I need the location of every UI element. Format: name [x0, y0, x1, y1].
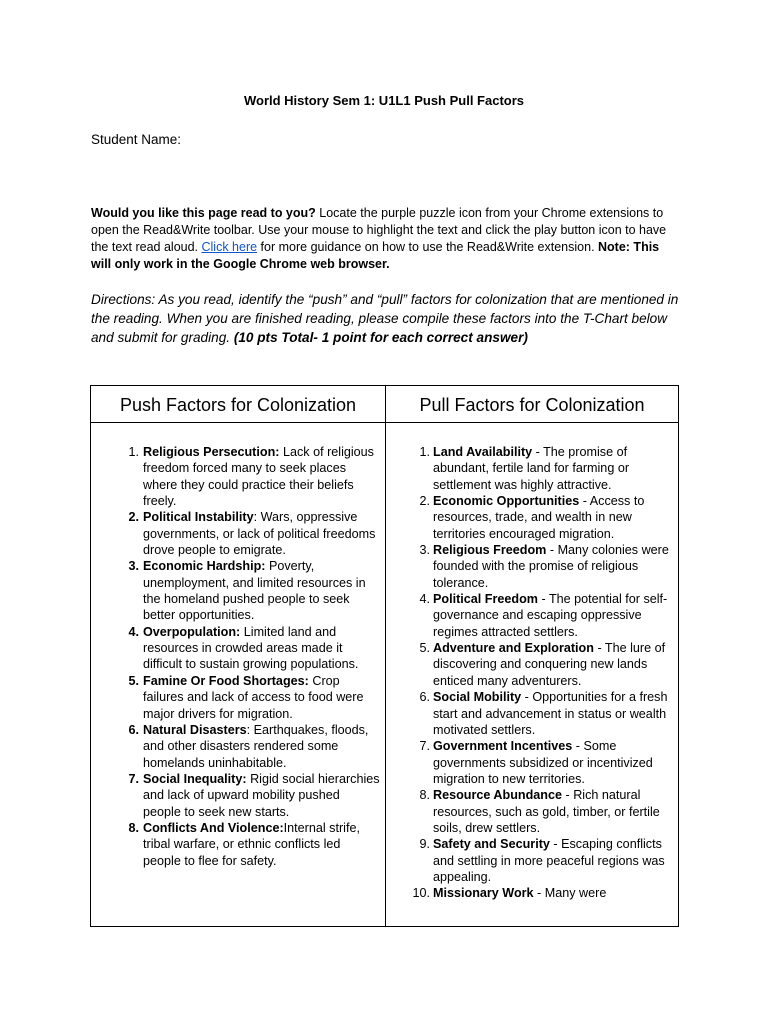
pull-factors-list — [409, 444, 671, 902]
factor-term: Political Freedom — [433, 592, 538, 607]
directions-paragraph — [91, 290, 686, 347]
factor-description: - Some governments subsidized or incentivized migration to new territories. — [433, 739, 653, 786]
pull-factors-header: Pull Factors for Colonization — [419, 395, 645, 415]
factor-term: Economic Hardship: — [143, 559, 266, 574]
factor-description: : Wars, oppressive governments, or lack of political freedoms drove people to emigrate. — [143, 510, 376, 558]
factor-term: Missionary Work — [433, 886, 534, 901]
list-number: 1. — [128, 445, 139, 459]
list-item — [409, 689, 671, 738]
list-item — [409, 493, 671, 542]
list-number: 2. — [419, 494, 430, 509]
push-factors-list — [119, 444, 381, 869]
list-number: 8. — [419, 788, 430, 803]
factor-description: - Escaping conflicts and settling in more peaceful regions was appealing. — [433, 837, 665, 884]
factor-description: Rigid social hierarchies and lack of upward mobility pushed people to seek new starts. — [143, 771, 380, 819]
page-title: World History Sem 1: U1L1 Push Pull Factors — [243, 93, 525, 108]
factor-term: Natural Disasters — [143, 722, 247, 737]
factor-description: - The promise of abundant, fertile land for farming or settlement was highly attractive. — [433, 445, 630, 492]
student-name-label: Student Name: — [91, 132, 182, 147]
list-item — [119, 624, 381, 673]
read-aloud-text: Locate the purple puzzle icon from your Chrome extensions to open the Read&Write toolbar. Use your mouse to highlight the text and click the play button icon to have the text read aloud. — [91, 206, 667, 254]
list-item — [119, 558, 381, 623]
list-number: 5. — [419, 641, 430, 656]
list-item — [409, 591, 671, 640]
list-item — [409, 836, 671, 885]
read-aloud-paragraph — [91, 205, 681, 273]
factor-description: Lack of religious freedom forced many to seek places where they could practice their beliefs freely. — [143, 445, 374, 509]
list-item — [409, 444, 671, 493]
list-number: 3. — [128, 559, 139, 574]
list-item — [409, 738, 671, 787]
list-number: 1. — [419, 445, 430, 459]
list-item — [119, 722, 381, 771]
factor-term: Resource Abundance — [433, 788, 562, 803]
factor-term: Social Inequality: — [143, 771, 247, 786]
list-number: 10. — [412, 886, 430, 901]
list-number: 6. — [419, 690, 430, 705]
list-number: 4. — [128, 624, 139, 639]
list-number: 7. — [419, 739, 430, 754]
list-number: 2. — [128, 510, 139, 525]
list-item — [119, 673, 381, 722]
factor-term: Land Availability — [433, 445, 533, 459]
factor-term: Government Incentives — [433, 739, 573, 754]
push-factors-column — [119, 444, 381, 869]
list-number: 6. — [128, 722, 139, 737]
factor-term: Religious Freedom — [433, 543, 547, 558]
factor-description: - Opportunities for a fresh start and advancement in status or wealth motivated settlers. — [433, 690, 668, 737]
factor-description: Limited land and resources in crowded areas made it difficult to sustain growing populations. — [143, 624, 359, 672]
list-item — [409, 640, 671, 689]
list-item — [119, 444, 381, 509]
read-aloud-note: Note: This will only work in the Google Chrome web browser. — [91, 240, 660, 271]
factor-description: - Access to resources, trade, and wealth in new territories encouraged migration. — [433, 494, 645, 541]
read-aloud-lead: Would you like this page read to you? — [91, 206, 316, 220]
list-number: 5. — [128, 673, 139, 688]
factor-description: : Earthquakes, floods, and other disasters rendered some homelands uninhabitable. — [143, 722, 369, 770]
directions-text: Directions: As you read, identify the “push” and “pull” factors for colonization that are mentioned in the reading. When you are finished reading, please compile these factors into the T-Chart below and submit for grading. — [91, 292, 679, 345]
push-factors-header: Push Factors for Colonization — [119, 395, 357, 415]
list-number: 4. — [419, 592, 430, 607]
factor-term: Adventure and Exploration — [433, 641, 594, 656]
list-item — [409, 787, 671, 836]
factor-description: Poverty, unemployment, and limited resources in the homeland pushed people to seek better opportunities. — [143, 559, 366, 623]
factor-term: Economic Opportunities — [433, 494, 580, 509]
factor-description: Internal strife, tribal warfare, or ethnic conflicts led people to flee for safety. — [143, 820, 360, 868]
list-number: 8. — [128, 820, 139, 835]
factor-term: Famine Or Food Shortages: — [143, 673, 309, 688]
header-divider — [91, 422, 678, 423]
click-here-link[interactable]: Click here — [201, 240, 258, 254]
factor-description: - Many colonies were founded with the promise of religious tolerance. — [433, 543, 669, 590]
list-number: 9. — [419, 837, 430, 852]
factor-term: Overpopulation: — [143, 624, 241, 639]
factor-description: - The potential for self-governance and escaping oppressive regimes attracted settlers. — [433, 592, 668, 639]
factor-description: - Many were — [533, 886, 607, 901]
read-aloud-text-2: for more guidance on how to use the Read&Write extension. — [257, 240, 599, 254]
directions-points: (10 pts Total- 1 point for each correct answer) — [233, 330, 528, 345]
factor-term: Social Mobility — [433, 690, 522, 705]
factor-description: - Rich natural resources, such as gold, timber, or fertile soils, drew settlers. — [433, 788, 660, 835]
list-item — [409, 542, 671, 591]
list-number: 7. — [128, 771, 139, 786]
list-item — [409, 885, 671, 901]
factor-term: Political Instability — [143, 510, 254, 525]
factor-description: Crop failures and lack of access to food were major drivers for migration. — [143, 673, 364, 721]
list-item — [119, 771, 381, 820]
list-item — [119, 820, 381, 869]
list-number: 3. — [419, 543, 430, 558]
pull-factors-column — [409, 444, 671, 902]
factor-term: Religious Persecution: — [143, 445, 280, 459]
t-chart-table — [90, 385, 679, 927]
list-item — [119, 509, 381, 558]
factor-term: Conflicts And Violence: — [143, 820, 284, 835]
factor-term: Safety and Security — [433, 837, 550, 852]
column-divider — [385, 386, 386, 926]
factor-description: - The lure of discovering and conquering new lands enticed many adventurers. — [433, 641, 666, 688]
